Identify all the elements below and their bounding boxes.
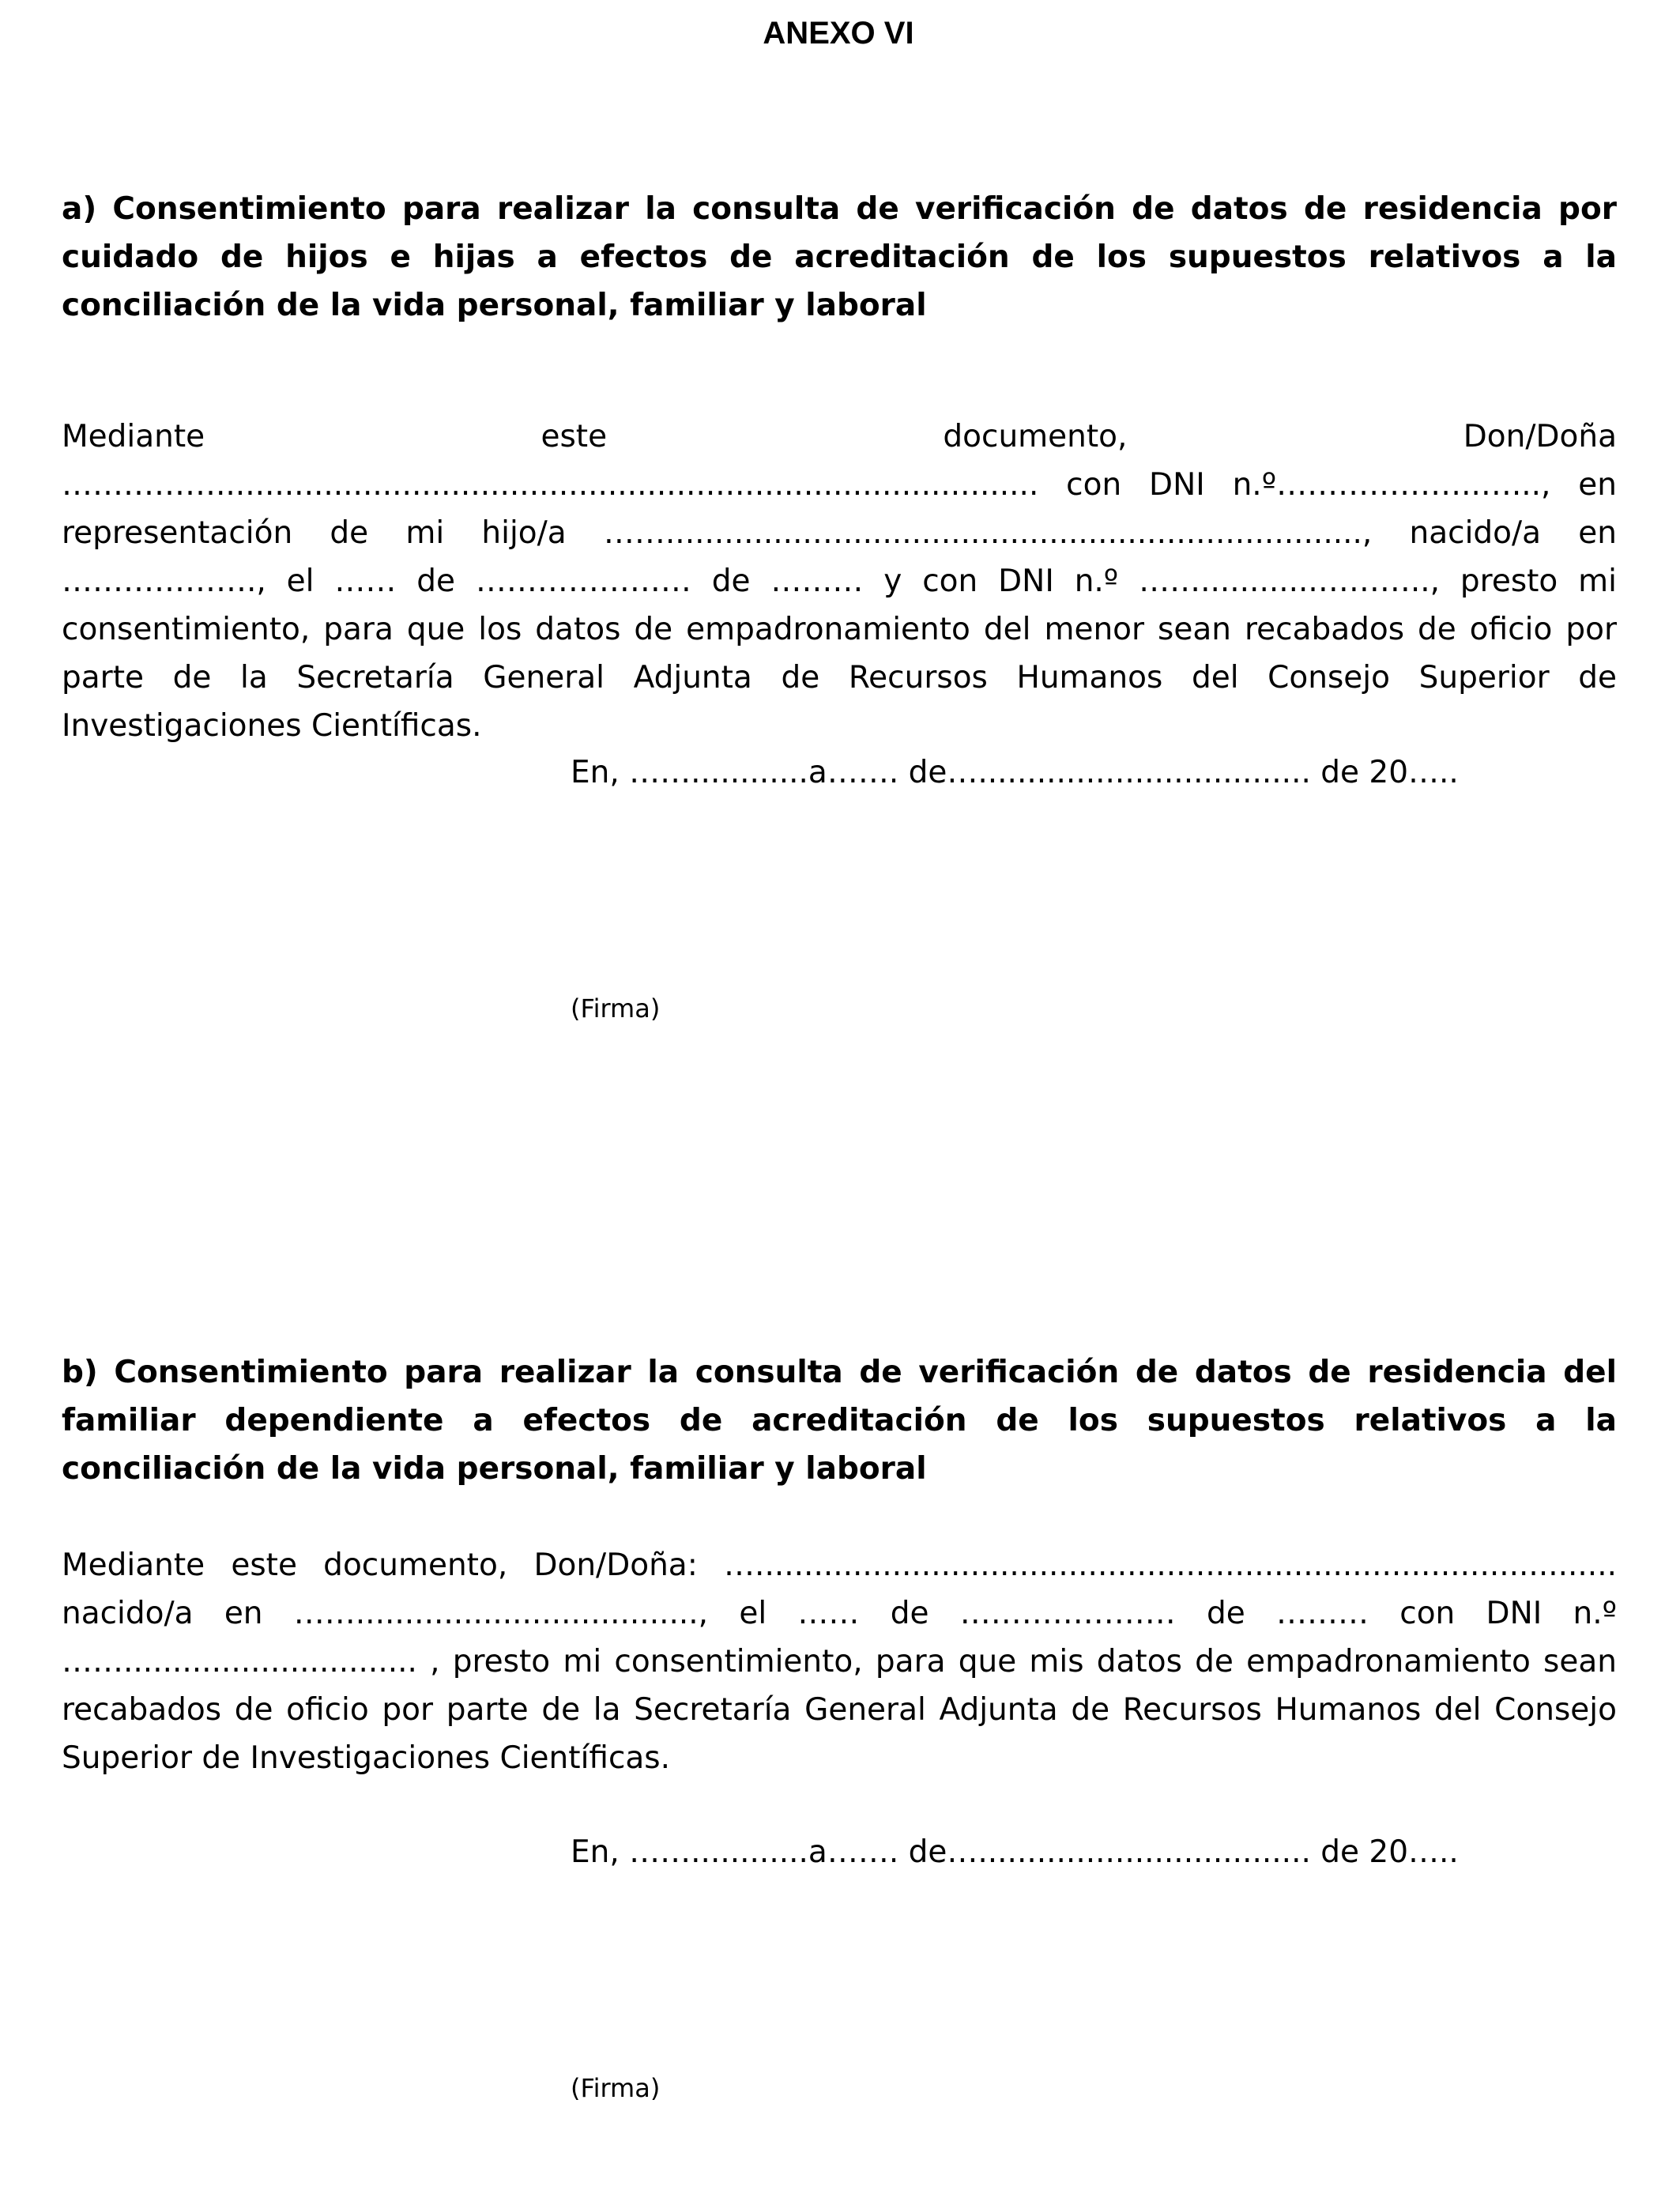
section-a-body: Mediante este documento, Don/Doña …………….................................................................................... con DNI n.º………………..…..., en representación de mi hijo/a ……...............…....................................................., nacido/a en ………………., el …… de ………………… de ……… y con DNI n.º ……............……….., presto mi consentimiento, para que los datos de empadronamiento del menor sean recabados de oficio por parte de la Secretaría General Adjunta de Recursos Humanos del Consejo Superior de Investigaciones Científicas. bbox=[62, 419, 1617, 744]
section-b-body: Mediante este documento, Don/Doña: …........................................................................................ nacido/a en ……..................................., el …… de ………………… de ……… con DNI n.º …….............................. , presto mi consentimiento, para que mis datos de empadronamiento sean recabados de oficio por parte de la Secretaría General Adjunta de Recursos Humanos del Consejo Superior de Investigaciones Científicas. bbox=[62, 1547, 1617, 1776]
section-a-place-date: En, ……............a……. de….................................. de 20….. bbox=[571, 755, 1459, 790]
section-b-heading: b) Consentimiento para realizar la consulta de verificación de datos de residencia del familiar dependiente a efectos de acreditación de los supuestos relativos a la conciliación de la vida personal, familiar y laboral bbox=[62, 1355, 1617, 1487]
document-title-text: ANEXO VI bbox=[763, 16, 914, 51]
document-title bbox=[0, 11, 1680, 55]
section-a-signature-label: (Firma) bbox=[571, 993, 661, 1023]
section-b-signature-label: (Firma) bbox=[571, 2073, 661, 2103]
section-b-place-date: En, ……............a……. de….................................. de 20….. bbox=[571, 1834, 1459, 1870]
section-a-heading: a) Consentimiento para realizar la consulta de verificación de datos de residencia por cuidado de hijos e hijas a efectos de acreditación de los supuestos relativos a la conciliación de la vida personal, familiar y laboral bbox=[62, 191, 1617, 323]
